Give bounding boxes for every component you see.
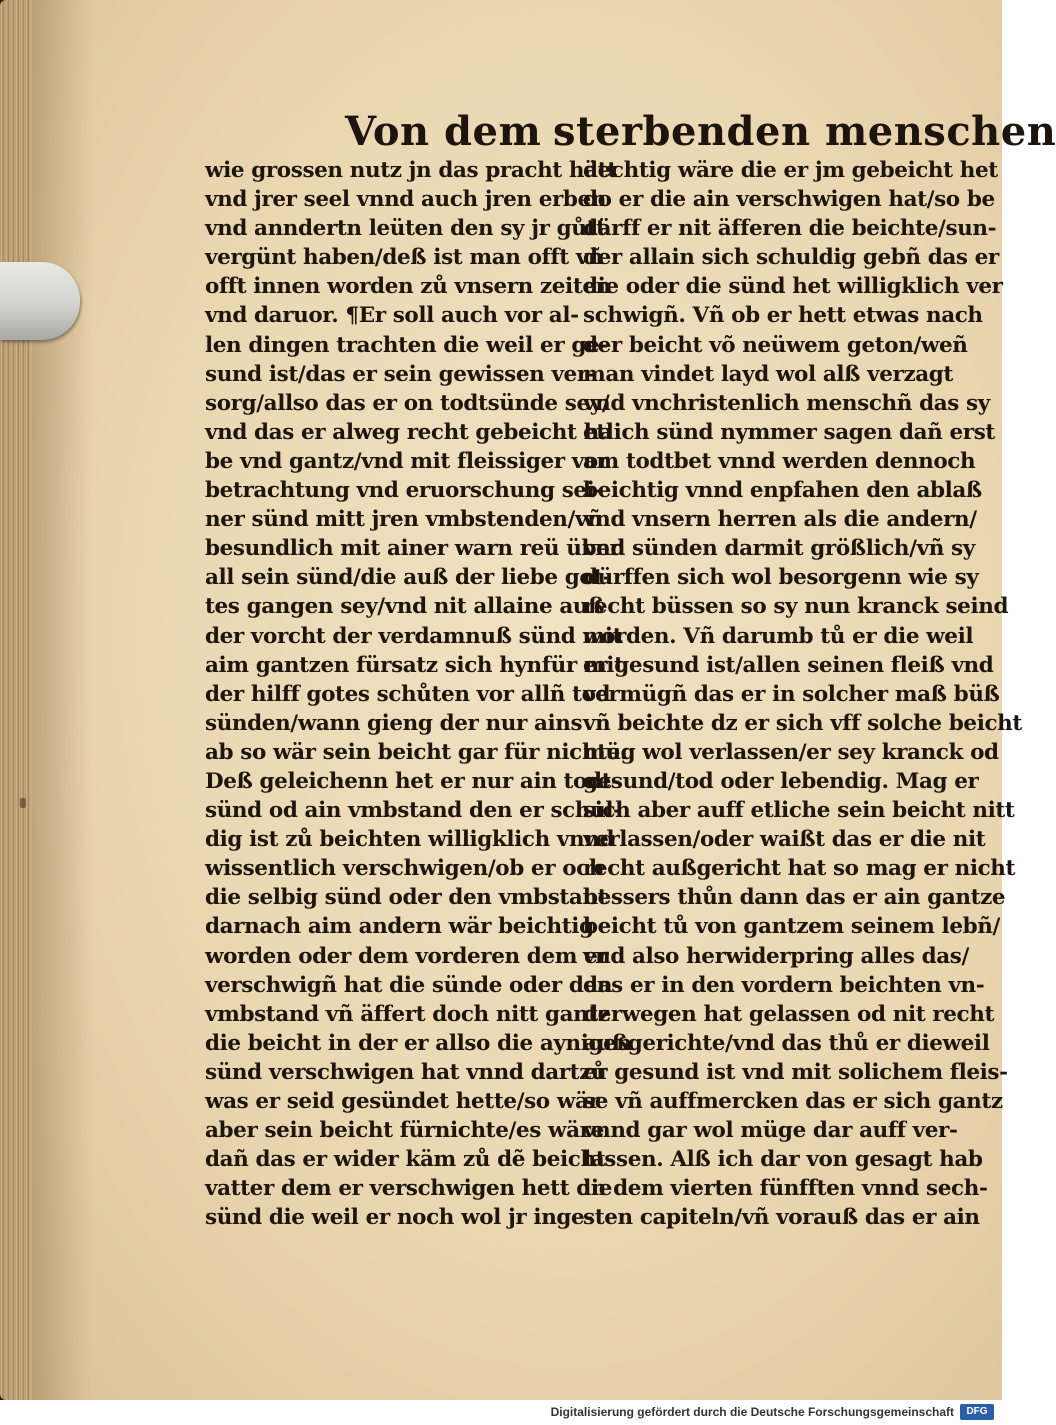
text-line: därff er nit äfferen die beichte/sun- — [583, 216, 997, 242]
text-line: das er in den vordern beichten vn- — [583, 972, 985, 998]
text-line: Deß geleichenn het er nur ain todt- — [205, 768, 620, 794]
text-line: dig ist zů beichten willigklich vnnd — [205, 827, 615, 853]
text-line: vnd anndertn leüten den sy jr gůtt — [205, 216, 606, 242]
text-line: in dem vierten fünfften vnnd sech- — [583, 1176, 988, 1202]
text-line: besundlich mit ainer warn reü über — [205, 536, 621, 562]
text-line: der beicht võ neüwem geton/weñ — [583, 332, 968, 358]
text-line: sünd verschwigen hat vnnd dartzů — [205, 1059, 607, 1085]
text-line: sund ist/das er sein gewissen ver- — [205, 361, 597, 387]
text-line: am todtbet vnnd werden dennoch — [583, 448, 976, 474]
text-line: er gesund ist/allen seinen fleiß vnd — [583, 652, 994, 678]
text-line: tes gangen sey/vnd nit allaine auß — [205, 594, 605, 620]
left-text-column — [205, 156, 632, 1232]
text-line: vnd das er alweg recht gebeicht ha — [205, 419, 613, 445]
text-line: lassen. Alß ich dar von gesagt hab — [583, 1147, 983, 1173]
text-line: sich aber auff etliche sein beicht nitt — [583, 798, 1015, 824]
bookmark-clip — [0, 262, 80, 340]
text-line: der hilff gotes schůten vor allñ tod — [205, 681, 611, 707]
footer-bar — [0, 1400, 1000, 1425]
text-line: ner sünd mitt jren vmbstenden/vñ — [205, 507, 603, 533]
text-line: vatter dem er verschwigen hett die — [205, 1176, 612, 1202]
text-line: aber sein beicht fürnichte/es wäre — [205, 1118, 604, 1144]
text-line: was er seid gesündet hette/so wär — [205, 1089, 600, 1114]
text-line: sten capiteln/vñ vorauß das er ain — [583, 1205, 980, 1231]
text-line: bessers thůn dann das er ain gantze — [583, 885, 1006, 911]
text-line: be vnd gantz/vnd mit fleissiger vor — [205, 448, 609, 474]
text-line: er gesund ist vnd mit solichem fleis- — [583, 1059, 1008, 1085]
text-line: wissentlich verschwigen/ob er och — [205, 856, 605, 882]
text-line: vnd sünden darmit größlich/vñ sy — [583, 536, 975, 562]
text-line: recht büssen so sy nun kranck seind — [583, 594, 1009, 620]
text-line: do er die ain verschwigen hat/so be — [583, 187, 995, 213]
text-line: man vindet layd wol alß verzagt — [583, 361, 953, 387]
running-head-right: sterbenden menschen — [553, 108, 1056, 155]
text-line: schwigñ. Vñ ob er hett etwas nach — [583, 303, 983, 329]
text-line: verlassen/oder waißt das er die nit — [583, 827, 986, 853]
text-line: wie grossen nutz jn das pracht hätt — [205, 158, 617, 183]
text-line: vmbstand vñ äffert doch nitt gantz — [205, 1001, 610, 1027]
text-line: len dingen trachten die weil er ge- — [205, 332, 608, 358]
text-line: außgerichte/vnd das thů er dieweil — [583, 1030, 990, 1056]
text-line: aim gantzen fürsatz sich hynfür mit — [205, 652, 624, 678]
text-line: betrachtung vnd eruorschung sei- — [205, 478, 603, 504]
text-line: dañ das er wider käm zů dẽ beicht- — [205, 1147, 614, 1173]
text-line: dürffen sich wol besorgenn wie sy — [583, 565, 979, 591]
text-line: die oder die sünd het willigklich ver — [583, 274, 1003, 300]
running-head-left: Von dem — [345, 108, 542, 155]
text-line: die beicht in der er allso die aynigen — [205, 1030, 632, 1056]
text-line: müg wol verlassen/er sey kranck od — [583, 739, 999, 765]
text-line: verschwigñ hat die sünde oder den — [205, 972, 613, 998]
text-line: dechtig wäre die er jm gebeicht het — [583, 158, 998, 183]
text-line: worden oder dem vorderen dem er — [205, 943, 609, 969]
text-line: vergünt haben/deß ist man offt vñ — [205, 245, 604, 271]
text-line: sorg/allso das er on todtsünde sey/ — [205, 390, 610, 416]
running-head — [345, 100, 1056, 160]
text-line: recht außgericht hat so mag er nicht — [583, 856, 1016, 882]
text-line: sünden/wann gieng der nur ains — [205, 710, 583, 736]
ink-mark — [20, 798, 26, 808]
text-line: die selbig sünd oder den vmbstant — [205, 885, 608, 911]
text-line: derwegen hat gelassen od nit recht — [583, 1001, 994, 1027]
text-line: gesund/tod oder lebendig. Mag er — [583, 768, 979, 794]
text-line: der vorcht der verdamnuß sünd mit — [205, 623, 623, 649]
text-line: sünd od ain vmbstand den er schul- — [205, 798, 622, 824]
text-line: darnach aim andern wär beichtig — [205, 914, 594, 940]
text-line: vnd jrer seel vnnd auch jren erben — [205, 187, 607, 213]
text-line: vnd also herwiderpring alles das/ — [583, 943, 969, 969]
text-line: vnd vnchristenlich menschñ das sy — [583, 390, 990, 416]
text-line: vnnd gar wol müge dar auff ver- — [583, 1118, 958, 1144]
text-line: offt innen worden zů vnsern zeiten — [205, 274, 611, 300]
text-line: se vñ auffmercken das er sich gantz — [583, 1089, 1003, 1114]
text-line: vermügñ das er in solcher maß büß — [583, 681, 1000, 707]
text-line: sünd die weil er noch wol jr inge- — [205, 1205, 593, 1231]
text-line: vñ beichte dz er sich vff solche beicht — [583, 710, 1022, 736]
text-line: der allain sich schuldig gebñ das er — [583, 245, 999, 271]
text-line: vnd daruor. ¶Er soll auch vor al- — [205, 303, 579, 329]
dfg-logo: DFG — [960, 1404, 994, 1420]
text-line: beicht tů von gantzem seinem lebñ/ — [583, 914, 1000, 940]
footer-credit: Digitalisierung gefördert durch die Deutsche Forschungsgemeinschaft — [550, 1405, 954, 1419]
text-line: ab so wär sein beicht gar für nichte. — [205, 739, 628, 765]
text-line: vnd vnsern herren als die andern/ — [583, 507, 977, 533]
text-line: worden. Vñ darumb tů er die weil — [583, 623, 974, 649]
text-line: all sein sünd/die auß der liebe got- — [205, 565, 612, 591]
right-text-column — [583, 156, 1022, 1232]
text-line: etlich sünd nymmer sagen dañ erst — [583, 419, 995, 445]
text-line: beichtig vnnd enpfahen den ablaß — [583, 478, 982, 504]
